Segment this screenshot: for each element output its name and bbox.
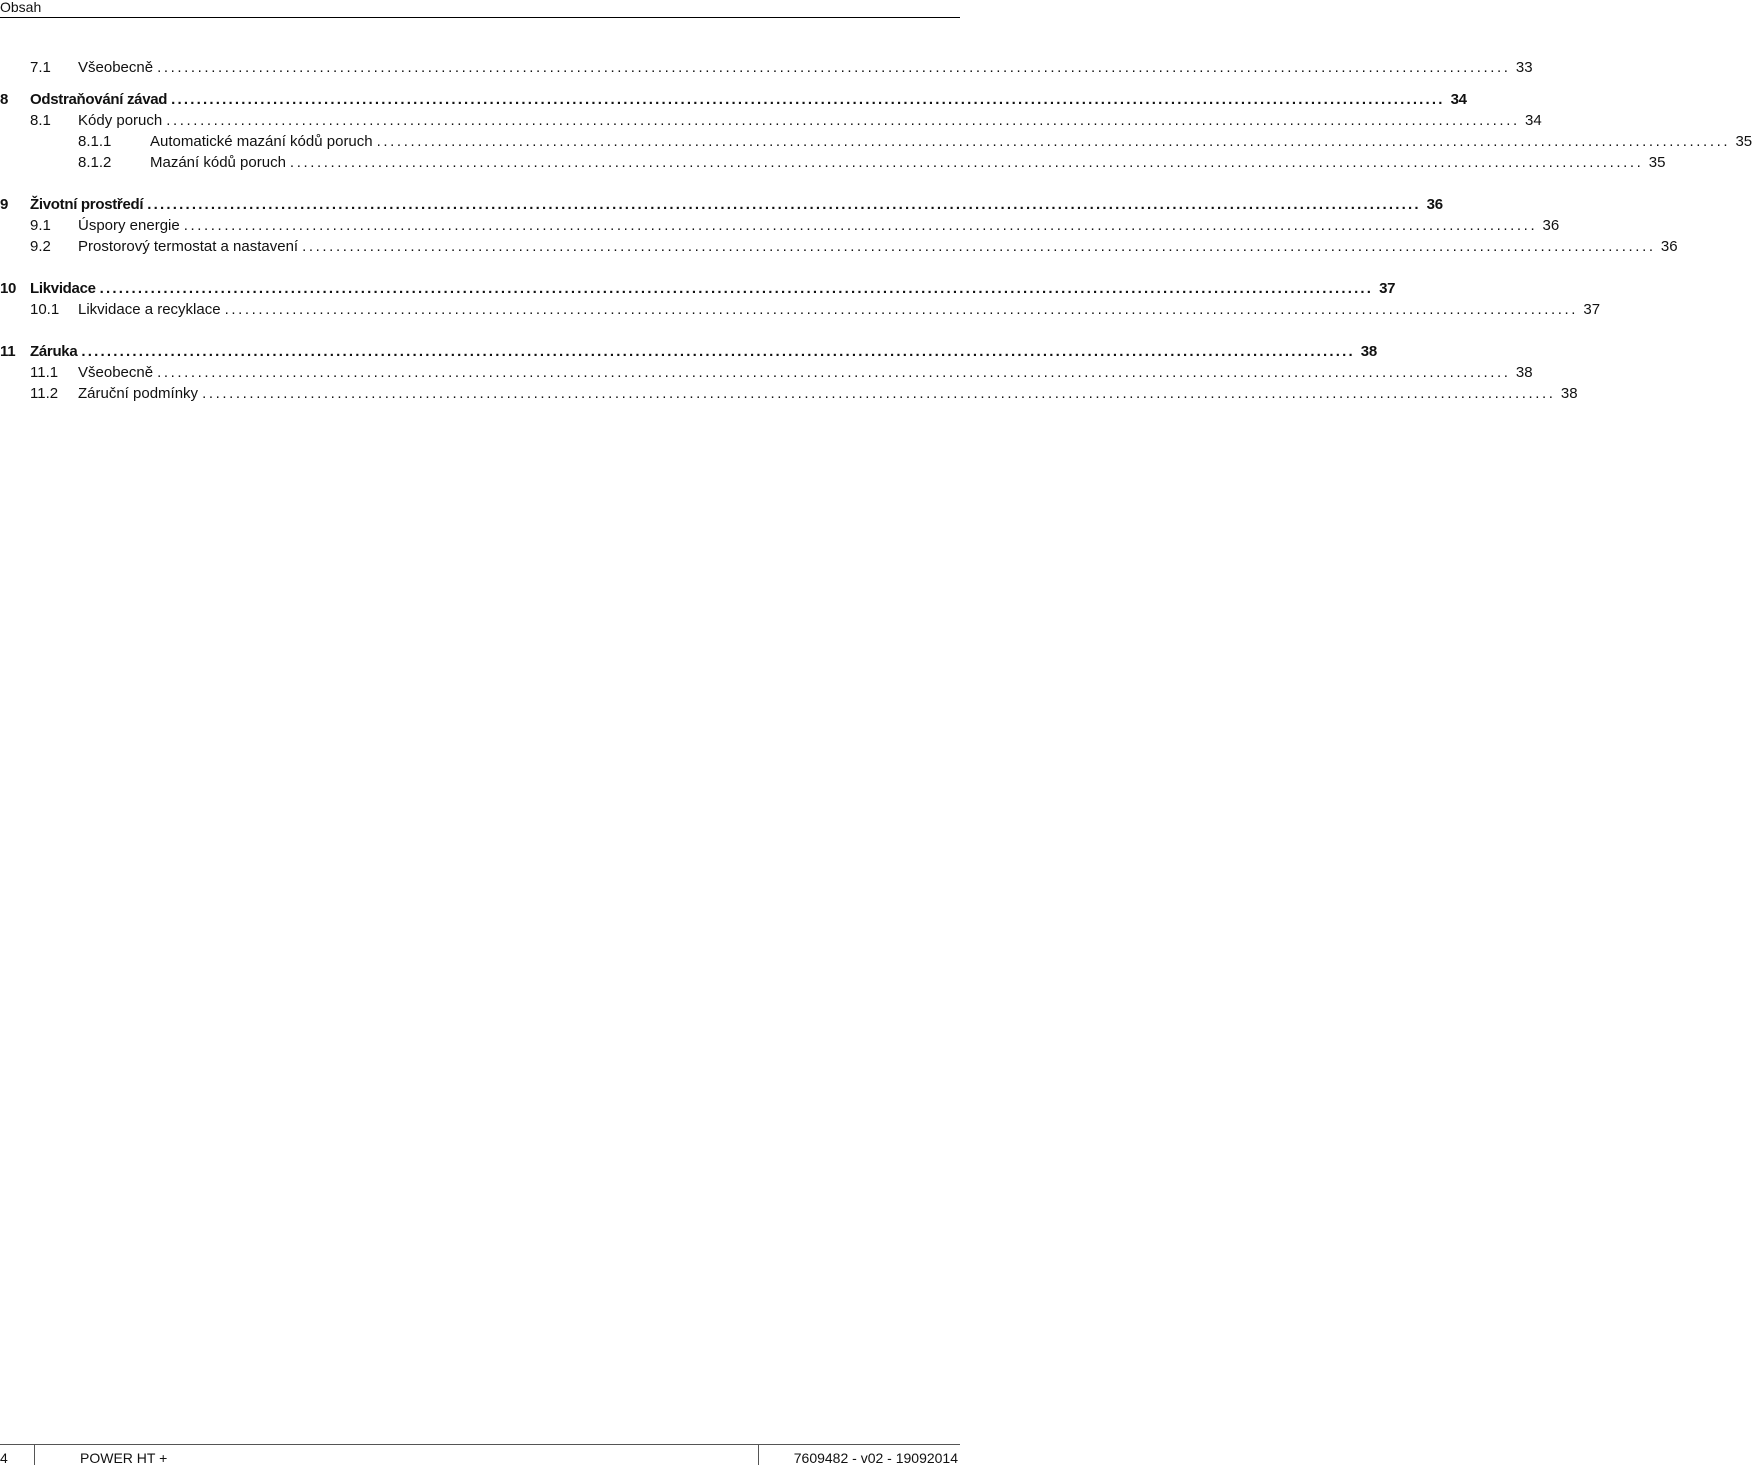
toc-entry[interactable] (0, 278, 1396, 299)
footer-divider-left (34, 1444, 35, 1465)
toc-entry-title: Životní prostředí (30, 196, 144, 213)
toc-dot-leader: ........................................................................................................................................................................................................ (224, 301, 1579, 318)
toc-entry-number: 8.1 (30, 112, 51, 129)
toc-entry-page: 34 (1450, 91, 1467, 108)
toc-entry[interactable] (0, 131, 1752, 152)
toc-entry-page: 33 (1515, 59, 1533, 76)
toc-dot-leader: ........................................................................................................................................................................................................ (166, 112, 1520, 129)
toc-entry[interactable] (0, 299, 1601, 320)
toc-dot-leader: ........................................................................................................................................................................................................ (302, 238, 1656, 255)
toc-entry-title: Likvidace a recyklace (78, 301, 221, 318)
toc-dot-leader: ........................................................................................................................................................................................................ (99, 280, 1374, 297)
toc-entry-title: Záruční podmínky (78, 385, 199, 402)
toc-entry-page: 36 (1660, 238, 1678, 255)
footer-page-number: 4 (0, 1450, 8, 1466)
footer-rule (0, 1444, 960, 1445)
toc-entry[interactable] (0, 110, 1542, 131)
toc-entry-title: Odstraňování závad (30, 91, 168, 108)
toc-entry-page: 34 (1525, 112, 1542, 129)
toc-entry-title: Záruka (30, 343, 78, 360)
toc-entry[interactable] (0, 152, 1666, 173)
toc-entry-page: 37 (1379, 280, 1396, 297)
toc-entry-number: 11 (0, 343, 16, 360)
header-section-label: Obsah (0, 0, 42, 15)
toc-dot-leader: ........................................................................................................................................................................................................ (81, 343, 1355, 360)
toc-entry[interactable] (0, 236, 1678, 257)
toc-entry-page: 38 (1560, 385, 1578, 402)
toc-entry[interactable] (0, 362, 1533, 383)
toc-entry[interactable] (0, 215, 1560, 236)
header-rule (0, 17, 960, 18)
toc-entry-title: Kódy poruch (78, 112, 163, 129)
toc-entry-title: Všeobecně (78, 364, 154, 381)
toc-entry-page: 36 (1426, 196, 1443, 213)
footer-divider-right (758, 1444, 759, 1465)
toc-entry-page: 35 (1648, 154, 1666, 171)
toc-entry[interactable] (0, 341, 1377, 362)
toc-entry-number: 10 (0, 280, 17, 297)
toc-entry-page: 36 (1542, 217, 1560, 234)
toc-dot-leader: ........................................................................................................................................................................................................ (171, 91, 1445, 108)
footer-product-name: POWER HT + (80, 1450, 168, 1466)
toc-entry[interactable] (0, 89, 1467, 110)
footer-document-code: 7609482 - v02 - 19092014 (793, 1450, 958, 1466)
toc-entry-title: Prostorový termostat a nastavení (78, 238, 299, 255)
toc-dot-leader: ........................................................................................................................................................................................................ (183, 217, 1538, 234)
toc-entry-title: Automatické mazání kódů poruch (150, 133, 373, 150)
toc-entry-number: 9 (0, 196, 9, 213)
toc-entry-title: Mazání kódů poruch (150, 154, 286, 171)
toc-entry-number: 10.1 (30, 301, 60, 318)
toc-entry-page: 38 (1360, 343, 1377, 360)
toc-entry-number: 7.1 (30, 59, 51, 76)
toc-entry-number: 11.1 (30, 364, 59, 381)
toc-entry[interactable] (0, 383, 1578, 404)
toc-entry-number: 8.1.2 (78, 154, 112, 171)
toc-entry-title: Úspory energie (78, 217, 180, 234)
toc-dot-leader: ........................................................................................................................................................................................................ (157, 364, 1511, 381)
toc-entry-number: 11.2 (30, 385, 59, 402)
toc-dot-leader: ........................................................................................................................................................................................................ (289, 154, 1644, 171)
toc-dot-leader: ........................................................................................................................................................................................................ (147, 196, 1421, 213)
toc-entry-number: 8 (0, 91, 9, 108)
toc-entry-number: 8.1.1 (78, 133, 112, 150)
toc-entry-title: Likvidace (30, 280, 96, 297)
toc-entry[interactable] (0, 57, 1533, 78)
toc-entry-number: 9.1 (30, 217, 51, 234)
toc-entry-page: 35 (1735, 133, 1752, 150)
toc-dot-leader: ........................................................................................................................................................................................................ (376, 133, 1731, 150)
toc-entry-title: Všeobecně (78, 59, 154, 76)
toc-entry-page: 37 (1583, 301, 1601, 318)
toc-dot-leader: ........................................................................................................................................................................................................ (157, 59, 1511, 76)
toc-entry[interactable] (0, 194, 1443, 215)
toc-dot-leader: ........................................................................................................................................................................................................ (202, 385, 1556, 402)
toc-entry-page: 38 (1515, 364, 1533, 381)
toc-entry-number: 9.2 (30, 238, 51, 255)
